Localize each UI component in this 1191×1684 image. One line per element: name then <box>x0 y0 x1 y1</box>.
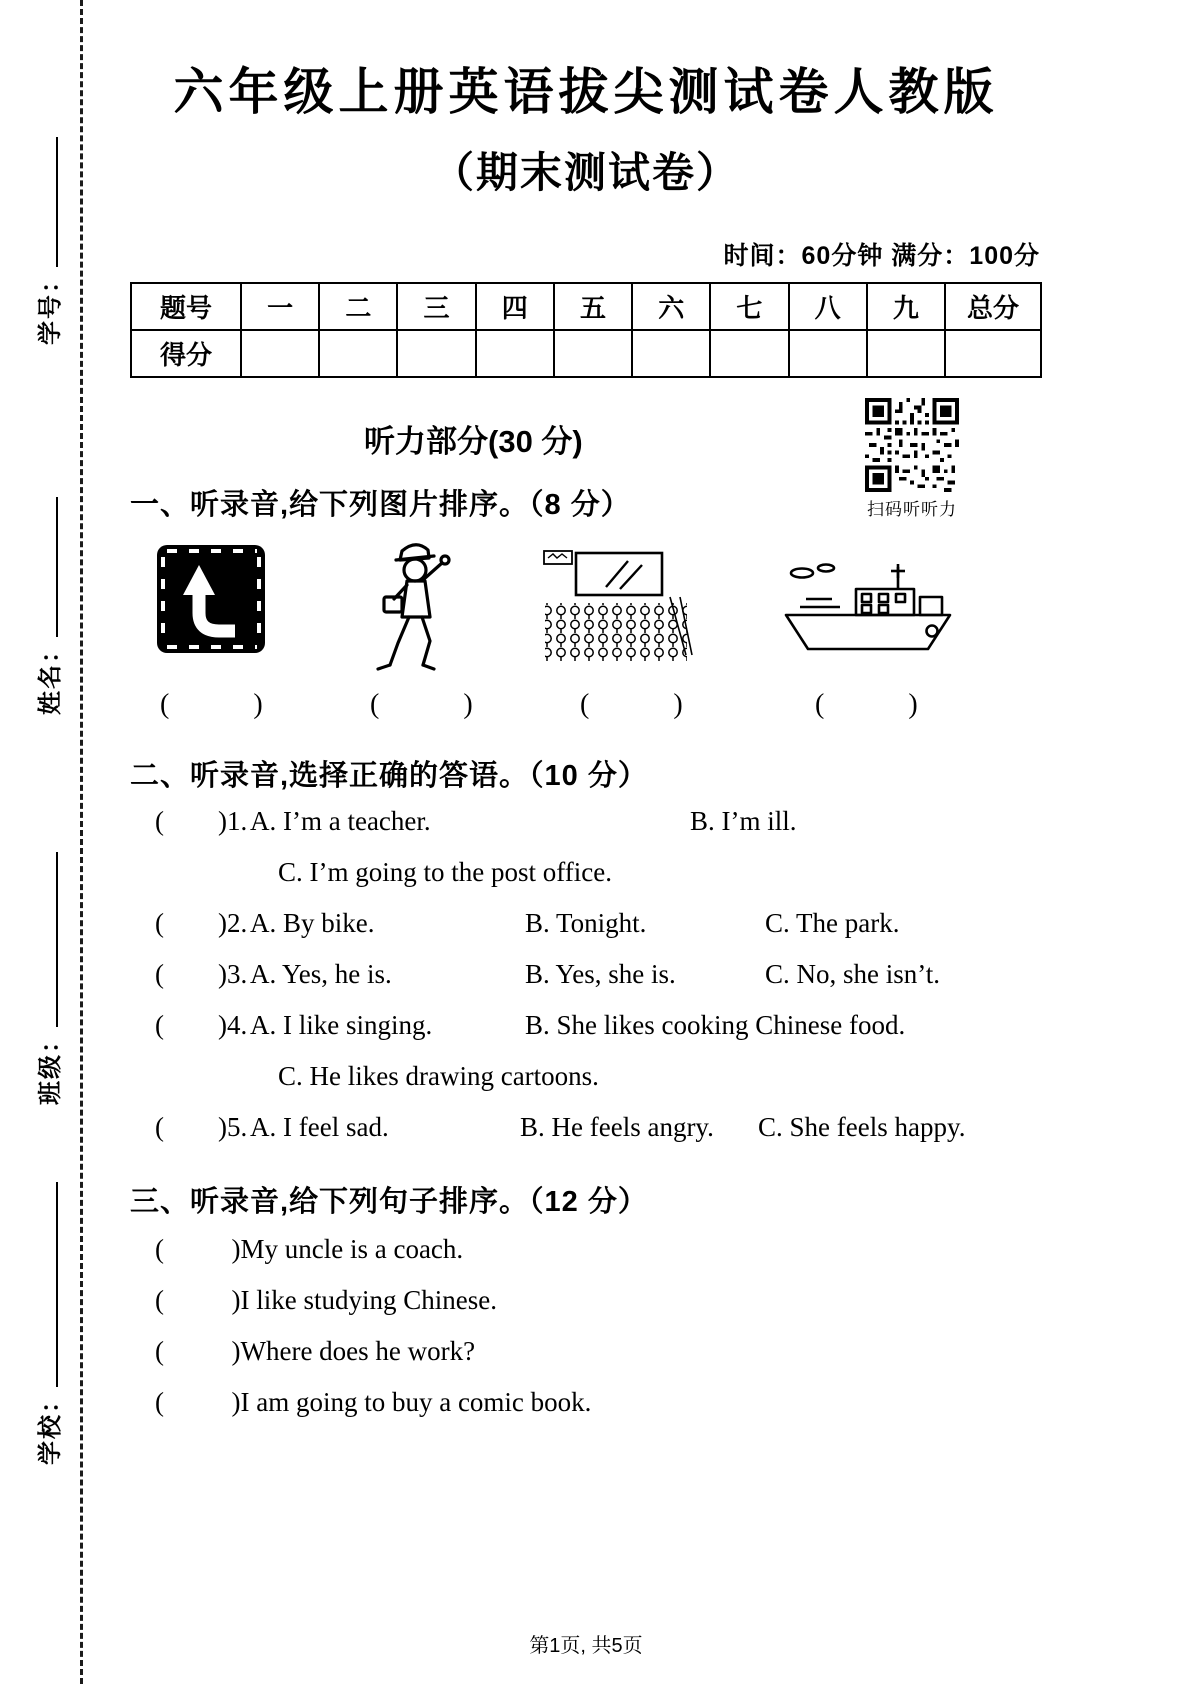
score-header-cell: 二 <box>319 283 397 330</box>
part1-answer-blanks <box>130 689 1042 735</box>
margin-field-school <box>30 1182 65 1465</box>
binding-dashed-line <box>80 0 83 1684</box>
option-c: C. He likes drawing cartoons. <box>278 1061 599 1091</box>
question-lead: ( )5. <box>155 1112 248 1142</box>
option-a: A. I’m a teacher. <box>250 806 431 836</box>
sentence-text: Where does he work? <box>240 1336 476 1366</box>
question-lead: ( )4. <box>155 1010 248 1040</box>
score-header-cell: 题号 <box>131 283 241 330</box>
page-subtitle: （期末测试卷） <box>431 151 740 197</box>
score-header-cell: 总分 <box>945 283 1041 330</box>
question-row-4 <box>130 1010 1042 1061</box>
score-cell <box>476 330 554 377</box>
answer-blank: ( ) <box>160 689 263 720</box>
score-header-cell: 一 <box>241 283 319 330</box>
option-a: A. Yes, he is. <box>250 959 392 989</box>
option-b: B. He feels angry. <box>520 1112 714 1142</box>
option-c: C. She feels happy. <box>758 1112 966 1142</box>
option-b: B. Tonight. <box>525 908 647 938</box>
sentence-row-4 <box>130 1387 1042 1438</box>
question-row-2 <box>130 908 1042 959</box>
question-row-3 <box>130 959 1042 1010</box>
sentence-text: I like studying Chinese. <box>240 1285 497 1315</box>
answer-blank: ( ) <box>580 689 683 720</box>
page-title: 六年级上册英语拔尖测试卷人教版 <box>173 64 999 120</box>
answer-blank: ( ) <box>370 689 473 720</box>
score-header-cell: 七 <box>710 283 788 330</box>
sentence-row-2 <box>130 1285 1042 1336</box>
score-table-score-row <box>131 330 1041 377</box>
answer-blank: ( ) <box>815 689 918 720</box>
question-row-5 <box>130 1112 1042 1163</box>
margin-field-student-number <box>30 137 65 345</box>
question-row-4-cont <box>130 1061 1042 1112</box>
question-row-1-cont <box>130 857 1042 908</box>
qr-caption: 扫码听听力 <box>867 500 957 519</box>
score-header-cell: 三 <box>397 283 475 330</box>
name-line <box>52 497 58 637</box>
part2-heading: 二、听录音,选择正确的答语。（10 分） <box>130 760 648 792</box>
part1-heading: 一、听录音,给下列图片排序。（8 分） <box>130 489 631 521</box>
option-c: C. The park. <box>765 908 900 938</box>
score-header-cell: 六 <box>632 283 710 330</box>
school-line <box>52 1182 58 1387</box>
option-a: A. I feel sad. <box>250 1112 389 1142</box>
image-postman <box>362 537 470 679</box>
score-cell <box>554 330 632 377</box>
answer-blank: ( ) <box>155 1234 241 1264</box>
score-row-label: 得分 <box>131 330 241 377</box>
score-table-header-row <box>131 283 1041 330</box>
part3-heading: 三、听录音,给下列句子排序。（12 分） <box>130 1186 648 1218</box>
class-line <box>52 852 58 1027</box>
sentence-text: My uncle is a coach. <box>240 1234 464 1264</box>
image-ship <box>780 559 958 663</box>
score-cell <box>789 330 867 377</box>
answer-blank: ( ) <box>155 1387 241 1417</box>
margin-field-name <box>30 497 65 715</box>
student-number-label: 学号： <box>37 267 64 345</box>
turn-left-sign-icon <box>155 543 267 655</box>
score-cell <box>397 330 475 377</box>
page-number: 第1页, 共5页 <box>529 1635 643 1657</box>
sentence-row-3 <box>130 1336 1042 1387</box>
score-header-cell: 四 <box>476 283 554 330</box>
score-header-cell: 八 <box>789 283 867 330</box>
student-number-line <box>52 137 58 267</box>
score-cell <box>319 330 397 377</box>
ship-icon <box>780 559 958 663</box>
score-cell <box>710 330 788 377</box>
score-cell <box>241 330 319 377</box>
sentence-text: I am going to buy a comic book. <box>240 1387 592 1417</box>
score-cell <box>945 330 1041 377</box>
score-cell <box>867 330 945 377</box>
image-cinema <box>540 549 695 669</box>
cinema-icon <box>540 549 695 669</box>
answer-blank: ( ) <box>155 1336 241 1366</box>
margin-field-class <box>30 852 65 1105</box>
option-a: A. I like singing. <box>250 1010 433 1040</box>
time-score-meta: 时间：60分钟 满分：100分 <box>723 242 1040 270</box>
option-b: B. She likes cooking Chinese food. <box>525 1010 906 1040</box>
score-table <box>130 282 1042 378</box>
option-b: B. Yes, she is. <box>525 959 676 989</box>
answer-blank: ( ) <box>155 1285 241 1315</box>
sentence-row-1 <box>130 1234 1042 1285</box>
score-cell <box>632 330 710 377</box>
postman-icon <box>362 537 470 679</box>
question-lead: ( )3. <box>155 959 248 989</box>
school-label: 学校： <box>37 1387 64 1465</box>
listening-section-title: 听力部分(30 分) <box>364 424 583 459</box>
question-lead: ( )2. <box>155 908 248 938</box>
part1-images-row <box>130 537 1042 689</box>
option-b: B. I’m ill. <box>690 806 797 836</box>
option-c: C. I’m going to the post office. <box>278 857 612 887</box>
class-label: 班级： <box>37 1027 64 1105</box>
score-header-cell: 五 <box>554 283 632 330</box>
option-a: A. By bike. <box>250 908 375 938</box>
score-header-cell: 九 <box>867 283 945 330</box>
image-turn-left-sign <box>155 543 267 655</box>
question-lead: ( )1. <box>155 806 248 836</box>
option-c: C. No, she isn’t. <box>765 959 941 989</box>
name-label: 姓名： <box>37 637 64 715</box>
question-row-1 <box>130 806 1042 857</box>
